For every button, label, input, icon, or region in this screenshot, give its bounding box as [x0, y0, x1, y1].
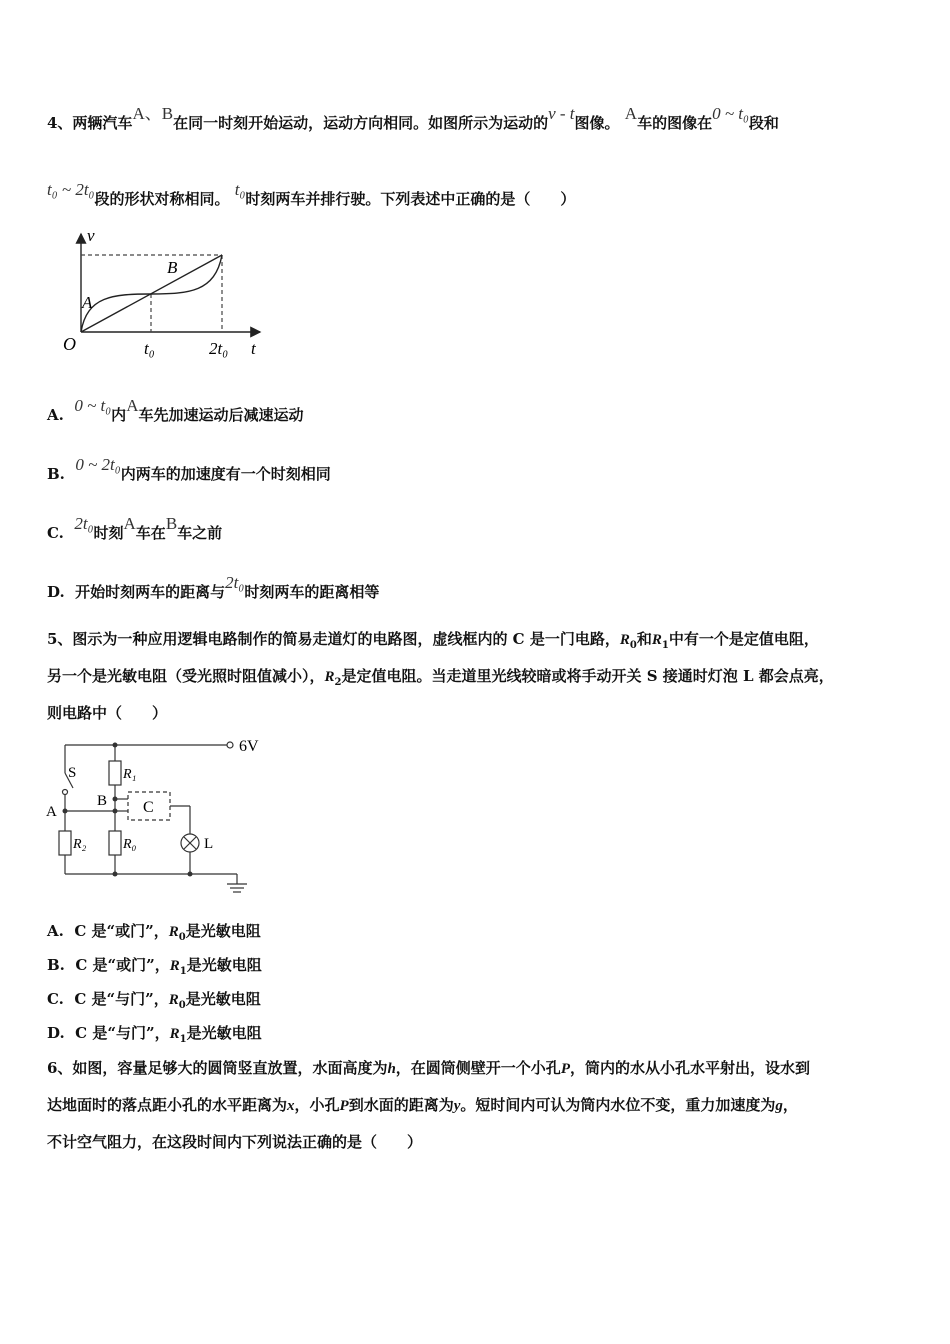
- option-letter: C.: [47, 524, 64, 542]
- q5-option-a[interactable]: [47, 920, 261, 949]
- option-math: R: [168, 924, 179, 940]
- option-math: 0 ~ t₀: [74, 396, 112, 415]
- q6-text: ，在圆筒侧壁开一个小孔: [395, 1059, 561, 1077]
- option-letter: D.: [47, 1024, 65, 1042]
- option-letter: B.: [47, 465, 65, 483]
- q5-math-r2: R: [324, 669, 335, 685]
- option-text: C 是“或门”，: [74, 922, 169, 940]
- q5-stem-line3: [47, 702, 167, 724]
- option-letter: B.: [47, 956, 65, 974]
- q5-text: 则电路中（ ）: [47, 704, 168, 722]
- q4-math-t0: t₀: [234, 180, 246, 199]
- option-text: 车在: [135, 524, 166, 542]
- q4-option-c[interactable]: [47, 514, 223, 544]
- q6-text: 。短时间内可认为筒内水位不变，重力加速度为: [460, 1096, 776, 1114]
- q4-text: 在同一时刻开始运动，运动方向相同。如图所示为运动的: [173, 114, 549, 132]
- option-text: 是光敏电阻: [186, 956, 262, 974]
- q6-math-x: x: [287, 1098, 295, 1114]
- option-math: R: [169, 958, 180, 974]
- q4-math-range2: t₀ ~ 2t₀: [47, 180, 95, 199]
- r2-label: R₂: [73, 837, 87, 852]
- q4-text: 段的形状对称相同。: [94, 190, 230, 208]
- q4-text: 图像。: [574, 114, 620, 132]
- option-text: 时刻: [93, 524, 124, 542]
- origin-label: O: [63, 334, 76, 354]
- option-text: 内两车的加速度有一个时刻相同: [120, 465, 331, 483]
- q5-stem-line1: 5、图示为一种应用逻辑电路制作的简易走道灯的电路图，虚线框内的 C 是一门电路，$R_0$和$R_1$中有一个是定值电阻，: [47, 630, 819, 651]
- q5-math-r1: R: [651, 632, 662, 648]
- option-sub: 0: [178, 1000, 186, 1011]
- q4-option-a[interactable]: [47, 396, 304, 426]
- node-a-label: A: [46, 804, 57, 820]
- q4-math-a: A: [624, 104, 638, 123]
- q4-text: 车的图像在: [637, 114, 713, 132]
- two-t0-label: 2t₀: [209, 339, 229, 358]
- option-letter: D.: [47, 583, 65, 601]
- q6-math-g: g: [775, 1098, 783, 1114]
- option-letter: C.: [47, 990, 64, 1008]
- q5-text: 是定值电阻。当走道里光线较暗或将手动开关 S 接通时灯泡 L 都会点亮，: [341, 667, 834, 685]
- curve-a-label: A: [82, 293, 93, 312]
- q4-stem-line1: [47, 104, 779, 134]
- q5-stem-line2: 另一个是光敏电阻（受光照时阻值减小），$R_2$是定值电阻。当走道里光线较暗或将手动开关 S 接通时灯泡 L 都会点亮，: [47, 667, 834, 688]
- q6-math-y: y: [453, 1098, 461, 1114]
- option-math: 2t₀: [225, 573, 245, 592]
- option-letter: A.: [47, 922, 64, 940]
- q6-text: ，筒内的水从小孔水平射出，设水到: [569, 1059, 810, 1077]
- q6-stem-line2: [47, 1094, 798, 1117]
- option-math: A: [123, 514, 136, 533]
- q6-text: 达地面时的落点距小孔的水平距离为: [47, 1096, 288, 1114]
- option-math: 0 ~ 2t₀: [75, 455, 121, 474]
- option-text: 车之前: [177, 524, 223, 542]
- q4-option-b[interactable]: [47, 455, 331, 485]
- q6-math-h: h: [387, 1061, 396, 1077]
- r0-label: R₀: [123, 837, 137, 852]
- q4-text: 4、两辆汽车: [47, 114, 133, 132]
- q4-math-range1: 0 ~ t₀: [712, 104, 749, 123]
- q6-text: ，: [782, 1096, 798, 1114]
- q4-option-d[interactable]: [47, 573, 380, 603]
- q4-stem-line2: [47, 180, 576, 210]
- q6-text: 到水面的距离为: [348, 1096, 454, 1114]
- q5-text: 另一个是光敏电阻（受光照时阻值减小），: [47, 667, 325, 685]
- resistor-r0: [109, 831, 121, 855]
- option-text: 内: [111, 406, 127, 424]
- q5-option-d[interactable]: [47, 1022, 262, 1051]
- lamp-label: L: [204, 836, 214, 852]
- option-math: 2t₀: [74, 514, 94, 533]
- gate-label: C: [143, 799, 154, 816]
- q6-math-p: P: [560, 1061, 570, 1077]
- q6-text: ，小孔: [294, 1096, 340, 1114]
- option-sub: 1: [179, 966, 187, 977]
- option-text: 是光敏电阻: [185, 990, 261, 1008]
- q6-stem-line1: [47, 1057, 810, 1080]
- t-label: t: [251, 339, 256, 358]
- option-math: R: [169, 1026, 180, 1042]
- option-text: C 是“或门”，: [75, 956, 170, 974]
- q4-math-ab: A、B: [132, 104, 174, 123]
- option-text: 车先加速运动后减速运动: [138, 406, 304, 424]
- q4-text: 时刻两车并排行驶。下列表述中正确的是（ ）: [245, 190, 576, 208]
- resistor-r1: [109, 761, 121, 785]
- q5-text: 5、图示为一种应用逻辑电路制作的简易走道灯的电路图，虚线框内的 C 是一门电路，: [47, 630, 620, 648]
- q6-math-p: P: [339, 1098, 349, 1114]
- q4-vt-graph: [55, 228, 270, 363]
- q5-option-c[interactable]: [47, 988, 261, 1017]
- q4-text: 段和: [748, 114, 779, 132]
- option-text: C 是“与门”，: [75, 1024, 170, 1042]
- option-text: 开始时刻两车的距离与: [75, 583, 226, 601]
- option-text: 是光敏电阻: [185, 922, 261, 940]
- q5-text: 和: [636, 630, 652, 648]
- terminal-6v: [227, 742, 233, 748]
- option-math: B: [165, 514, 178, 533]
- v-label: v: [87, 228, 95, 245]
- r1-label: R₁: [123, 767, 137, 782]
- option-sub: 0: [178, 932, 186, 943]
- option-letter: A.: [47, 406, 64, 424]
- q5-text: 中有一个是定值电阻，: [668, 630, 819, 648]
- option-text: 是光敏电阻: [186, 1024, 262, 1042]
- q5-math-r0: R: [619, 632, 630, 648]
- q6-stem-line3: [47, 1131, 422, 1153]
- option-math: R: [168, 992, 179, 1008]
- q6-text: 6、如图，容量足够大的圆筒竖直放置，水面高度为: [47, 1059, 388, 1077]
- q6-text: 不计空气阻力，在这段时间内下列说法正确的是（ ）: [47, 1133, 423, 1151]
- t0-label: t₀: [144, 339, 155, 358]
- node-b-label: B: [97, 793, 108, 809]
- voltage-label: 6V: [239, 738, 259, 755]
- q4-math-vt: v - t: [548, 104, 575, 123]
- option-math: A: [126, 396, 139, 415]
- option-text: 时刻两车的距离相等: [244, 583, 380, 601]
- option-sub: 1: [179, 1034, 187, 1045]
- resistor-r2: [59, 831, 71, 855]
- option-text: C 是“与门”，: [74, 990, 169, 1008]
- curve-b-label: B: [167, 258, 178, 277]
- switch-label: S: [68, 765, 77, 781]
- q5-option-b[interactable]: [47, 954, 262, 983]
- q5-circuit-diagram: [40, 733, 280, 898]
